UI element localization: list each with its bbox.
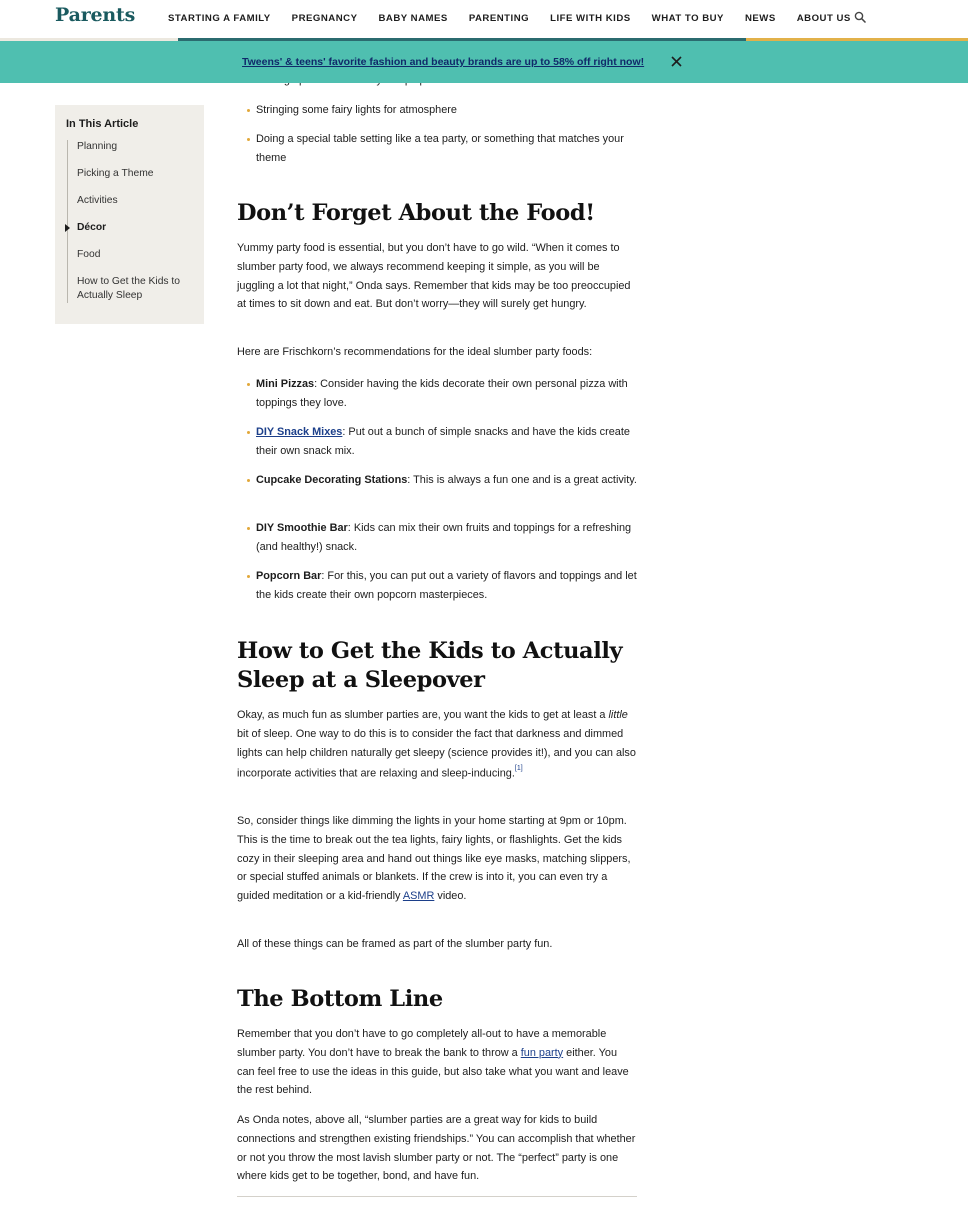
paragraph: Remember that you don’t have to go completely all-out to have a memorable slumber party. You don’t have to break the bank to throw a fun party either. You can feel free to use the ideas in this guide, but also take what you want and leave the rest behind.	[237, 1028, 629, 1097]
promo-banner	[0, 41, 968, 83]
promo-link[interactable]: Tweens' & teens' favorite fashion and beauty brands are up to 58% off right now!	[242, 56, 645, 68]
search-icon[interactable]	[854, 11, 867, 24]
site-logo[interactable]: Parents	[55, 4, 136, 26]
paragraph: Okay, as much fun as slumber parties are, you want the kids to get at least a little bit of sleep. One way to do this is to consider the fact that darkness and dimmed lights can help children naturally get sleepy (science provides it!), and you can also incorporate activities that are relaxing and sleep-inducing.[1]	[237, 709, 636, 781]
bullet-dot	[247, 479, 250, 482]
close-icon[interactable]	[670, 55, 683, 68]
nav-starting-a-family[interactable]: STARTING A FAMILY	[168, 13, 271, 24]
reading-progress-accent	[746, 38, 968, 41]
nav-life-with-kids[interactable]: LIFE WITH KIDS	[550, 13, 631, 24]
reading-progress-fill	[178, 38, 746, 41]
paragraph: So, consider things like dimming the lights in your home starting at 9pm or 10pm. This is the time to break out the tea lights, fairy lights, or flashlights. Get the kids cozy in their sleeping area and hand out things like eye masks, matching slippers, or special stuffed animals or blankets. If the crew is into it, you can even try a guided meditation or a kid-friendly ASMR video.	[237, 815, 631, 903]
paragraph: Yummy party food is essential, but you don’t have to go wild. “When it comes to slumber party food, we always recommend keeping it simple, as you will be juggling a lot that night,” Onda says. Remember that kids may be too preoccupied at times to sit down and eat. But don’t worry—they will surely get hungry.	[237, 242, 631, 311]
table-of-contents	[55, 105, 204, 324]
asmr-link[interactable]: ASMR	[402, 890, 435, 903]
divider	[237, 1196, 637, 1197]
bullet-dot	[247, 527, 250, 530]
nav-news[interactable]: NEWS	[744, 13, 776, 24]
toc-item-sleep[interactable]: How to Get the Kids to Actually Sleep	[77, 276, 181, 301]
heading-bottom-line: The Bottom Line	[237, 986, 443, 1012]
toc-list	[67, 140, 194, 303]
nav-baby-names[interactable]: BABY NAMES	[378, 13, 448, 24]
heading-food: Don’t Forget About the Food!	[237, 200, 595, 226]
paragraph: Here are Frischkorn’s recommendations for the ideal slumber party foods:	[237, 346, 593, 358]
reading-progress-bar	[0, 38, 968, 41]
bullet-dot	[247, 109, 250, 112]
toc-item-food[interactable]: Food	[77, 249, 101, 260]
nav-what-to-buy[interactable]: WHAT TO BUY	[651, 13, 724, 24]
list-item: Doing a special table setting like a tea party, or something that matches your theme	[256, 130, 637, 168]
list-item: DIY Snack Mixes: Put out a bunch of simple snacks and have the kids create their own snack mix.	[256, 423, 637, 461]
toc-item-planning[interactable]: Planning	[77, 141, 118, 152]
toc-item-decor[interactable]: Décor	[77, 222, 107, 233]
paragraph: As Onda notes, above all, “slumber parties are a great way for kids to build connections and strengthen existing friendships.” You can accomplish that whether or not you throw the most lavish slumber party or not. The “perfect” party is one where kids get to be together, bond, and have fun.	[237, 1114, 636, 1183]
citation-link[interactable]: [1]	[514, 765, 523, 773]
bullet-dot	[247, 575, 250, 578]
paragraph: All of these things can be framed as part of the slumber party fun.	[237, 938, 553, 950]
list-item: Stringing some fairy lights for atmosphere	[256, 101, 637, 120]
fun-party-link[interactable]: fun party	[520, 1046, 564, 1059]
bullet-dot	[247, 431, 250, 434]
heading-sleep: How to Get the Kids to Actually Sleep at a Sleepover	[237, 638, 623, 693]
list-item: Cupcake Decorating Stations: This is always a fun one and is a great activity.	[256, 471, 637, 490]
diy-snack-mixes-link[interactable]: DIY Snack Mixes	[256, 426, 343, 438]
list-item: Popcorn Bar: For this, you can put out a variety of flavors and toppings and let the kids create their own popcorn masterpieces.	[256, 567, 637, 605]
main-nav	[168, 13, 872, 24]
toc-item-picking-a-theme[interactable]: Picking a Theme	[77, 168, 154, 179]
toc-title: In This Article	[66, 118, 139, 130]
nav-pregnancy[interactable]: PREGNANCY	[291, 13, 358, 24]
toc-item-activities[interactable]: Activities	[77, 195, 118, 206]
site-header	[0, 0, 968, 40]
list-item: DIY Smoothie Bar: Kids can mix their own fruits and toppings for a refreshing (and healthy!) snack.	[256, 519, 637, 557]
list-item: Mini Pizzas: Consider having the kids decorate their own personal pizza with toppings they love.	[256, 375, 637, 413]
nav-about-us[interactable]: ABOUT US	[796, 13, 851, 24]
bullet-dot	[247, 138, 250, 141]
nav-parenting[interactable]: PARENTING	[468, 13, 530, 24]
bullet-dot	[247, 383, 250, 386]
caret-right-icon	[65, 224, 70, 232]
